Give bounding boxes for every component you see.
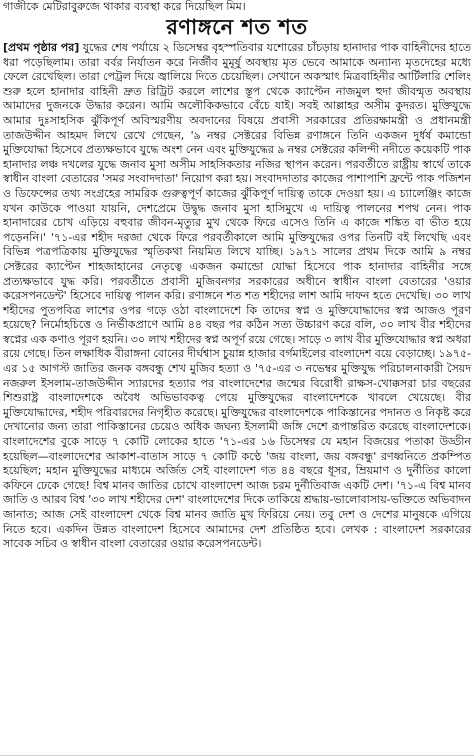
continuation-kicker: [প্রথম পৃষ্ঠার পর] — [3, 41, 80, 54]
article-body — [3, 41, 471, 552]
article-headline: রণাঙ্গনে শত শত — [166, 15, 308, 39]
article-text: যুদ্ধের শেষ পর্যায়ে ২ ডিসেম্বর বৃহস্পতিবার যশোরের চাঁচড়ায় হানাদার পাক বাহিনীদের হাতে ধরা পড়েছিলাম। তারা বর্বর নির্যাতন করে নির্জীব মুমূর্ষু অবস্থায় মৃত ভেবে আমাকে অন্যান্য মৃতদেহের মধ্যে ফেলে রেখেছিল। তারা পেট্রল দিয়ে জ্বালিয়ে দিতে চেয়েছিল। সেখানে অকস্মাৎ মিত্রবাহিনীর আর্টিলারি শেলিং শুরু হলে হানাদার বাহিনী দ্রুত রিট্রিট করলে লাশের স্তূপ থেকে ক্যাপ্টেন নাজমুল হুদা জীবন্মৃত অবস্থায় আমাদের দুজনকে উদ্ধার করেন। আমি অলৌকিকভাবে বেঁচে যাই। সবই আল্লাহর অসীম কুদরত। মুক্তিযুদ্ধে আমার দুঃসাহসিক ঝুঁকিপূর্ণ অবিস্মরণীয় অবদানের বিষয়ে প্রবাসী সরকারের প্রতিরক্ষামন্ত্রী ও প্রধানমন্ত্রী তাজউদ্দীন আহমদ লিখে রেখে গেছেন, '৯ নম্বর সেক্টরের বিভিন্ন রণাঙ্গনে তিনি একজন দুর্ধর্ষ কমান্ডো মুক্তিযোদ্ধা হিসেবে প্রত্যক্ষভাবে যুদ্ধে অংশ নেন এবং মুক্তিযুদ্ধের ৯ নম্বর সেক্টরের কলিন্দী নদীতে কয়েকটি পাক হানাদার লঞ্চ দখলের যুদ্ধে জনাব মুসা অসীম সাহসিকতার নজির স্থাপন করেন। পরবর্তীতে রাষ্ট্রীয় স্বার্থে তাকে স্বাধীন বাংলা বেতারের 'সমর সংবাদদাতা' নিয়োগ করা হয়। সংবাদদাতার কাজের পাশাপাশি ফ্রন্টে পাক পজিশন ও ডিফেন্সের তথ্য সংগ্রহের সামরিক গুরুত্বপূর্ণ কাজের ঝুঁকিপূর্ণ দায়িত্ব তাকে দেওয়া হয়। এ চ্যালেঞ্জিং কাজে যখন কাউকে পাওয়া যায়নি, দেশপ্রেমে উদ্বুদ্ধ জনাব মুসা হাসিমুখে এ দায়িত্ব পালনের শপথ নেন। পাক হানাদারের চোখ এড়িয়ে বহুবার জীবন-মৃত্যুর মুখ থেকে ফিরে এসেও তিনি এ কাজে শঙ্কিত বা ভীত হয়ে পড়েননি।' '৭১-এর শহীদ দরজা থেকে ফিরে পরবর্তীকালে আমি মুক্তিযুদ্ধের ওপর তিনটি বই লিখেছি এবং বিভিন্ন পত্রপত্রিকায় মুক্তিযুদ্ধের স্মৃতিকথা নিয়মিত লিখে যাচ্ছি। ১৯৭১ সালের প্রথম দিকে আমি ৯ নম্বর সেক্টরের ক্যাপ্টেন শাহজাহানের নেতৃত্বে একজন কমান্ডো যোদ্ধা হিসেবে পাক হানাদার বাহিনীর সঙ্গে প্রত্যক্ষভাবে যুদ্ধ করি। পরবর্তীতে প্রবাসী মুজিবনগর সরকারের অধীনে স্বাধীন বাংলা বেতারের 'ওয়ার করেসপনডেন্ট' হিসেবে দায়িত্ব পালন করি। রণাঙ্গনে শত শত শহীদের লাশ আমি দাফন হতে দেখেছি। ৩০ লাখ শহীদের পুতপবিত্র লাশের ওপর গড়ে ওঠা বাংলাদেশে কি তাদের স্বপ্ন ও মুক্তিযোদ্ধাদের স্বপ্ন আজও পূরণ হয়েছে? নির্মোহচিত্তে ও নির্ভীকপ্রাণে আমি ৪৪ বছর পর কঠিন সত্য উচ্চারণ করে বলি, ৩০ লাখ বীর শহীদের স্বপ্নের এক কণাও পূরণ হয়নি। ৩০ লাখ শহীদের স্বপ্ন অপূর্ণ রয়ে গেছে। সাড়ে ৩ লাখ বীর মুক্তিযোদ্ধার স্বপ্ন অধরা রয়ে গেছে। তিন লক্ষাধিক বীরাঙ্গনা বোনের দীর্ঘশ্বাস চুয়ান্ন হাজার বর্গমাইলের বাংলাদেশ বয়ে বেড়াচ্ছে। ১৯৭৫-এর ১৫ আগস্ট জাতির জনক বঙ্গবন্ধু শেখ মুজিব হত্যা ও '৭৫-এর ৩ নভেম্বর মুক্তিযুদ্ধ পরিচালনাকারী সৈয়দ নজরুল ইসলাম-তাজউদ্দীন স্যারদের হত্যার পর বাংলাদেশের জন্মের বিরোধী রাক্ষস-খোক্কসরা চার বছরের শিশুরাষ্ট্র বাংলাদেশকে অবৈধ অভিভাবকত্ব পেয়ে মুক্তিযুদ্ধের বাংলাদেশকে খাবলে খেয়েছে। বীর মুক্তিযোদ্ধাদের, শহীদ পরিবারদের নিগৃহীত করেছে। মুক্তিযুদ্ধের বাংলাদেশকে পাকিস্তানের পদানত ও নিকৃষ্ট করে দেখানোর জন্য তারা পাকিস্তানের চেয়েও অধিক জঘন্য ইসলামী জঙ্গি দেশে রূপান্তরিত করেছে বাংলাদেশকে। বাংলাদেশের বুকে সাড়ে ৭ কোটি লোকের হাতে '৭১-এর ১৬ ডিসেম্বর যে মহান বিজয়ের পতাকা উড্ডীন হয়েছিল—বাংলাদেশের আকাশ-বাতাস সাড়ে ৭ কোটি কণ্ঠে 'জয় বাংলা, জয় বঙ্গবন্ধু' রণধ্বনিতে প্রকম্পিত হয়েছিল; মহান মুক্তিযুদ্ধের মাধ্যমে অর্জিত সেই বাংলাদেশ গত ৪৪ বছরে ধূসর, ম্রিয়মাণ ও দুর্নীতির কালো কফিনে ঢেকে গেছে! বিশ্ব মানব জাতির চোখে বাংলাদেশ আজ চরম দুর্নীতিবাজ একটি দেশ। '৭১-এ বিশ্ব মানব জাতি ও আরব বিশ্ব '৩০ লাখ শহীদের দেশ' বাংলাদেশের দিকে তাকিয়ে শ্রদ্ধায়-ভালোবাসায়-ভক্তিতে অভিবাদন জানাত; আজ সেই বাংলাদেশ থেকে বিশ্ব মানব জাতি মুখ ফিরিয়ে নেয়। তবু দেশ ও দেশের মানুষকে এগিয়ে নিতে হবে। একদিন উন্নত বাংলাদেশ হিসেবে আমাদের দেশ প্রতিষ্ঠিত হবে। লেখক : বাংলাদেশ সরকারের সাবেক সচিব ও স্বাধীন বাংলা বেতারের ওয়ার করেসপনডেন্ট। — [3, 41, 471, 551]
previous-article-tail: গাজীকে মেটিরাবুরুজে থাকার ব্যবস্থা করে দিয়েছিল মিম। — [3, 0, 246, 13]
headline-container — [3, 15, 471, 39]
